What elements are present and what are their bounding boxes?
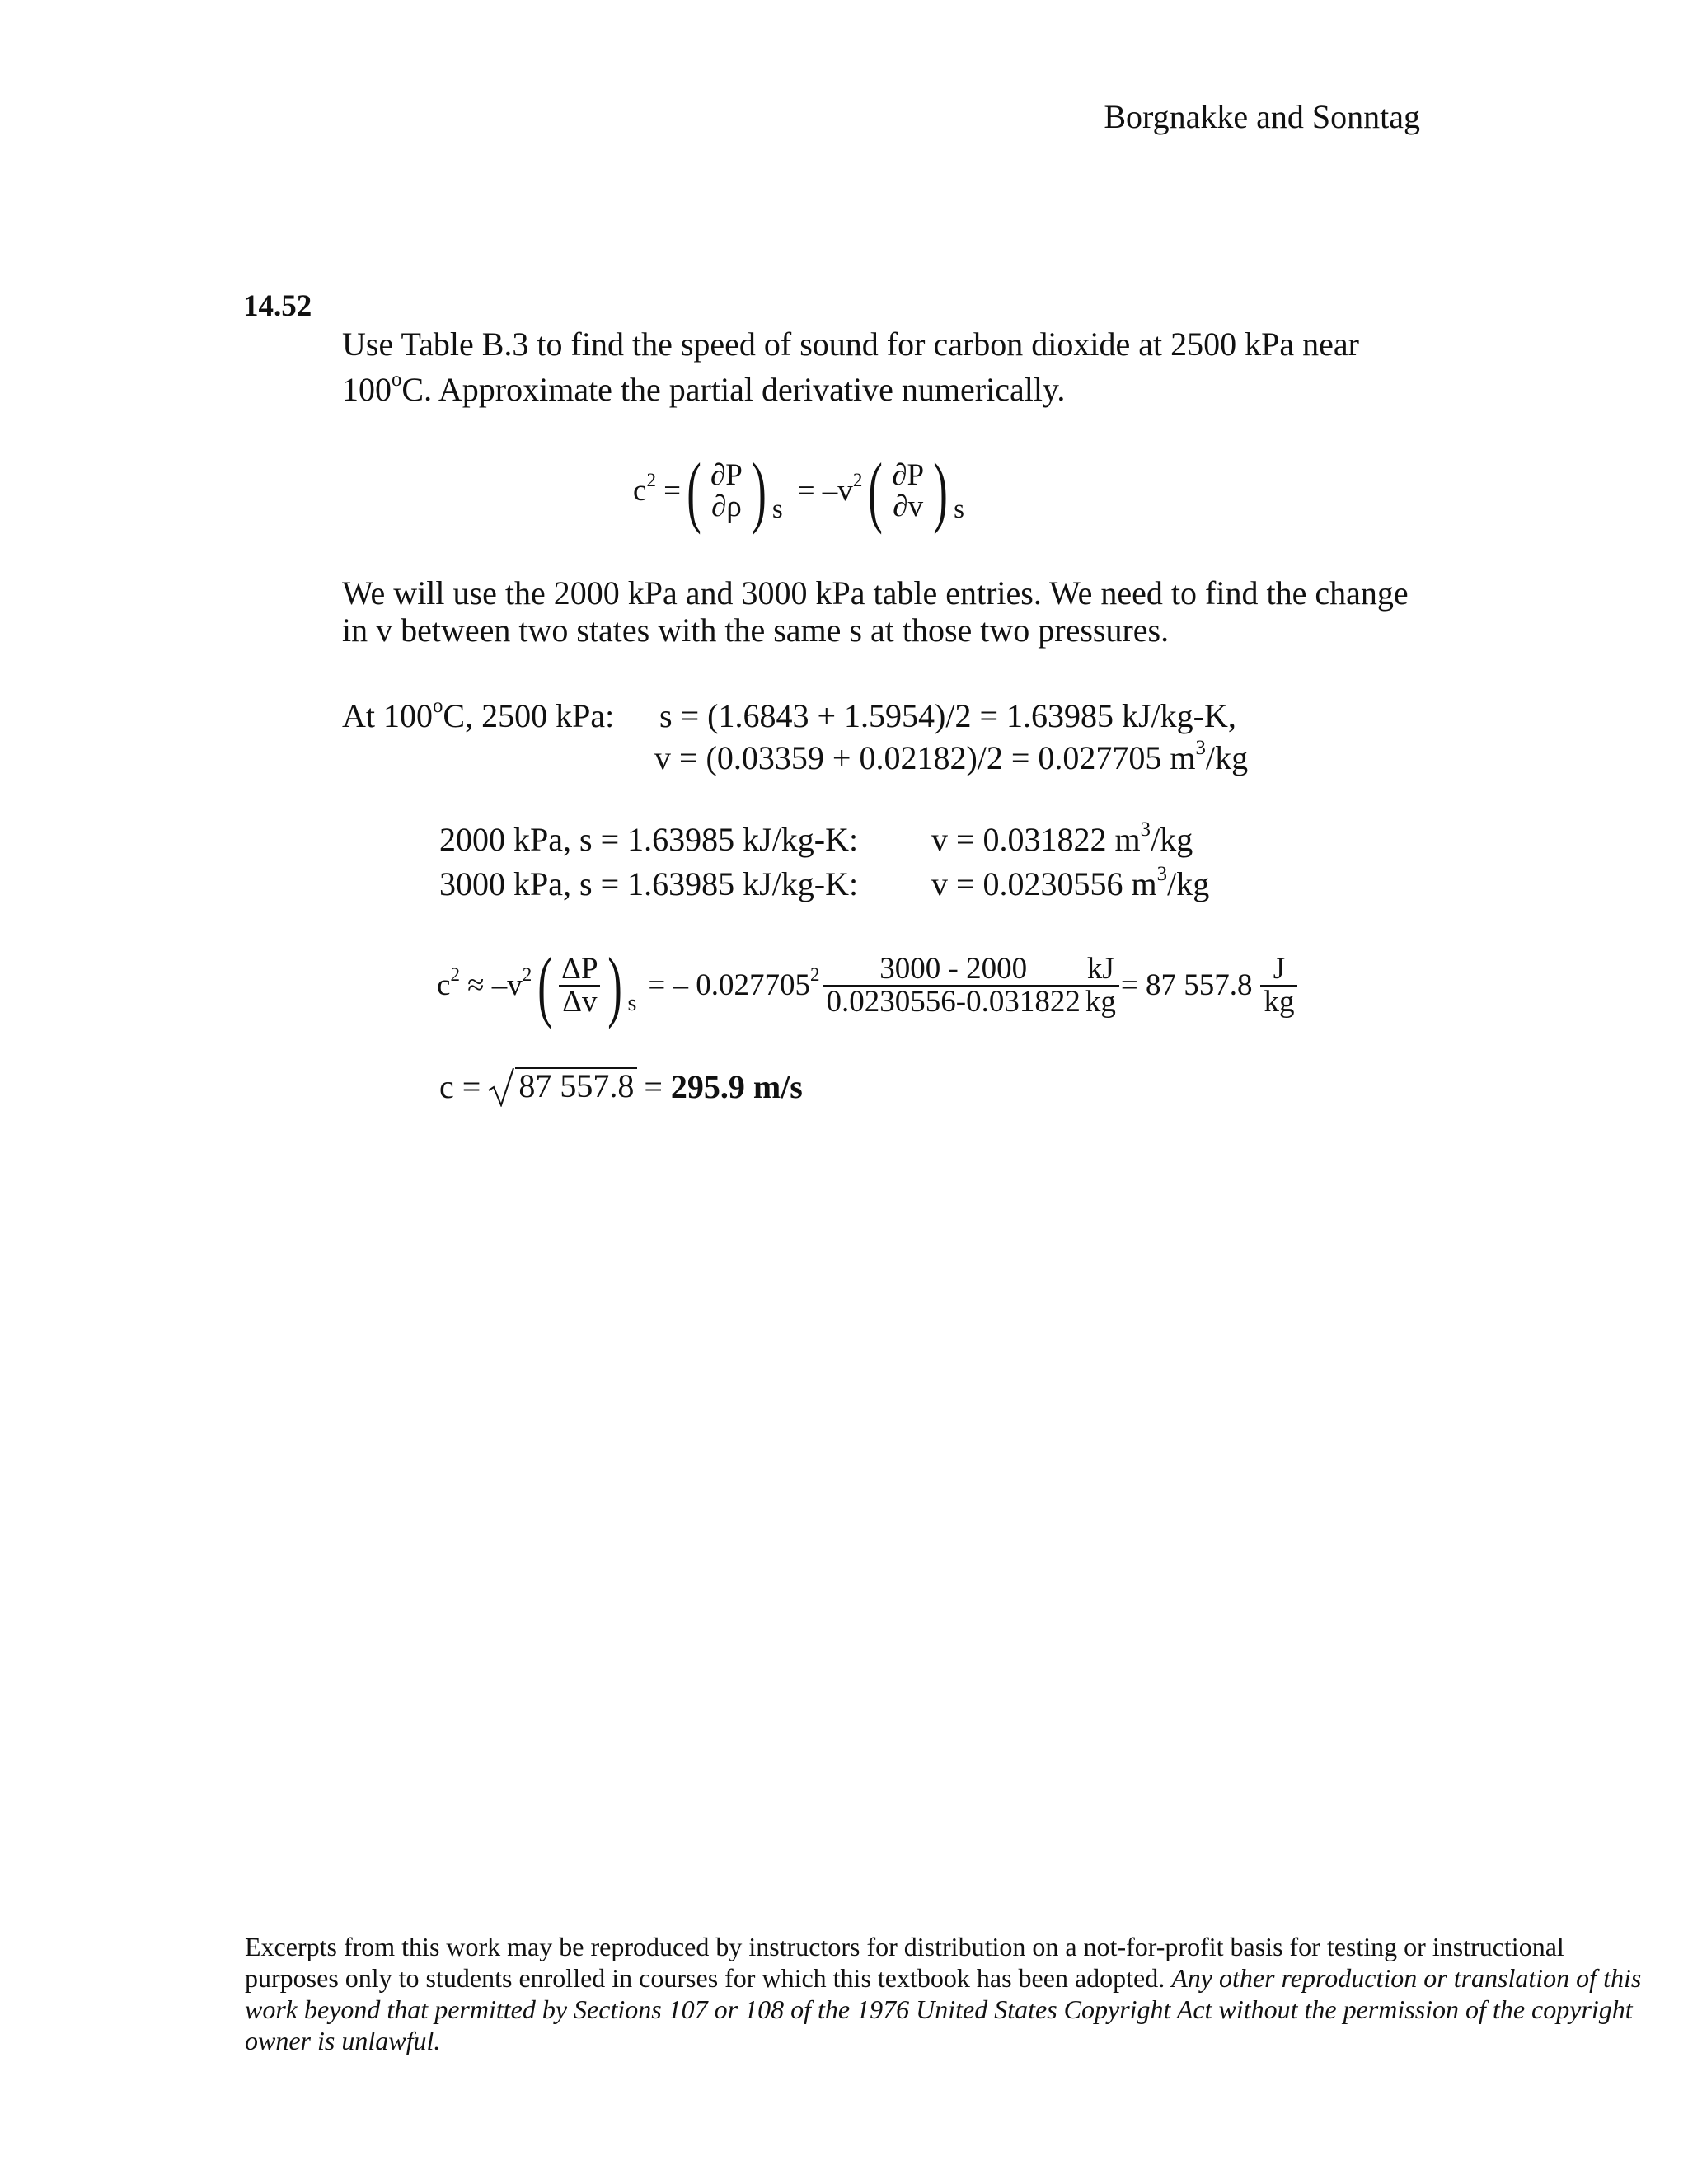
problem-statement-line-1: Use Table B.3 to find the speed of sound for carbon dioxide at 2500 kPa near [342, 326, 1359, 363]
table-row-right: v = 0.0230556 $m^3/kg$ [931, 862, 1210, 902]
final-answer: 295.9 m/s [670, 1068, 803, 1105]
state-specific-volume: v = (0.03359 + 0.02182)/2 = 0.027705 $m^3/kg$ [654, 736, 1249, 776]
copyright-footer: Excerpts from this work may be reproduced by instructors for distribution on a not-for-profit basis for testing or instructional purposes only to students enrolled in courses for which this textbook has been adopted. Any other reproduction or translation of this work beyond that permitted by Sections 107 or 108 of the 1976 United States Copyright Act without the permission of the copyright owner is unlawful. [245, 1932, 1642, 2055]
header-authors: Borgnakke and Sonntag [1104, 98, 1420, 135]
problem-number: 14.52 [243, 289, 312, 323]
table-row-left: 2000 kPa, s = 1.63985 kJ/kg-K: [439, 821, 859, 858]
table-row-right: v = 0.031822 $m^3/kg$ [931, 818, 1193, 858]
derivative-approximation: $c^2 \approx -v^2$ ( $\frac{\Delta P}{\Delta v}$ ) s = – 0.027705$^2$ $\frac{3000 - 2000}{0.0230556-0.031822}$ $\frac{kJ}{kg}$ = 87 557.8 $\frac{J}{kg}$ [437, 946, 1297, 1025]
radical-sign-icon [487, 1067, 515, 1107]
state-label: At 100$^o$C, 2500 kPa: [342, 694, 615, 734]
paragraph-line-2: in v between two states with the same s at those two pressures. [342, 612, 1170, 649]
speed-of-sound-result: c = 87 557.8 = 295.9 m/s [439, 1067, 803, 1105]
square-root: 87 557.8 [487, 1067, 637, 1107]
state-entropy: s = (1.6843 + 1.5954)/2 = 1.63985 kJ/kg-K, [659, 697, 1236, 734]
problem-statement-line-2: 100$^o$C. Approximate the partial derivative numerically. [342, 368, 1066, 408]
table-row-left: 3000 kPa, s = 1.63985 kJ/kg-K: [439, 865, 859, 902]
speed-of-sound-definition: $c^2$ = ( ∂P ∂ρ ) s = $-v^2$ ( ∂P ∂v ) s [633, 447, 964, 535]
paragraph-line-1: We will use the 2000 kPa and 3000 kPa table entries. We need to find the change [342, 574, 1409, 612]
